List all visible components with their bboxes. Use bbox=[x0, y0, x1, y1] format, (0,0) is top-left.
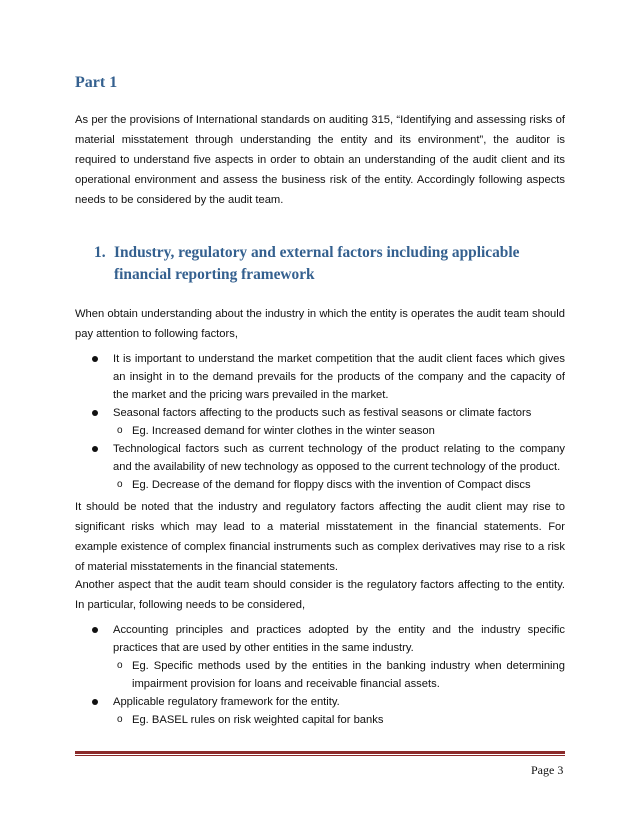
sub-list-item-text: Eg. BASEL rules on risk weighted capital for banks bbox=[132, 714, 384, 726]
industry-factors-list bbox=[75, 350, 565, 494]
sub-bullet-icon: o bbox=[117, 479, 123, 490]
list-item-text: Accounting principles and practices adopted by the entity and the industry specific practices that are used by other entities in the same industry. bbox=[113, 624, 565, 654]
bullet-icon bbox=[92, 410, 98, 416]
list-item bbox=[75, 621, 565, 657]
footer-rule-thick bbox=[75, 751, 565, 754]
regulatory-factors-list bbox=[75, 621, 565, 729]
sub-list-item bbox=[75, 711, 565, 729]
list-item bbox=[75, 350, 565, 404]
section-title: Industry, regulatory and external factors including applicable financial reporting framework bbox=[114, 244, 520, 283]
section-heading bbox=[94, 242, 569, 286]
sub-list-item-text: Eg. Increased demand for winter clothes in the winter season bbox=[132, 425, 435, 437]
note-paragraph: It should be noted that the industry and regulatory factors affecting the audit client may rise to significant risks which may lead to a material misstatement in the financial statements. For example existence of complex financial instruments such as complex derivatives may rise to a risk of material misstatements in the financial statements. bbox=[75, 501, 565, 573]
part-title: Part 1 bbox=[75, 74, 118, 91]
section-number: 1. bbox=[94, 244, 106, 261]
bullet-icon bbox=[92, 356, 98, 362]
sub-list-item bbox=[75, 657, 565, 693]
page-number: Page 3 bbox=[531, 763, 564, 777]
list-item-text: Seasonal factors affecting to the products such as festival seasons or climate factors bbox=[113, 407, 532, 419]
sub-bullet-icon: o bbox=[117, 660, 123, 671]
sub-bullet-icon: o bbox=[117, 425, 123, 436]
bullet-icon bbox=[92, 446, 98, 452]
list-item bbox=[75, 440, 565, 476]
bullet-icon bbox=[92, 627, 98, 633]
sub-list-item-text: Eg. Specific methods used by the entities in the banking industry when determining impairment provision for loans and receivable financial assets. bbox=[132, 660, 565, 690]
intro-paragraph: As per the provisions of International standards on auditing 315, “Identifying and assessing risks of material misstatement through understanding the entity and its environment”, the auditor is required to understand five aspects in order to obtain an understanding of the audit client and its operational environment and assess the business risk of the entity. Accordingly following aspects needs to be considered by the audit team. bbox=[75, 114, 565, 206]
sub-bullet-icon: o bbox=[117, 714, 123, 725]
industry-paragraph: When obtain understanding about the industry in which the entity is operates the audit team should pay attention to following factors, bbox=[75, 308, 565, 340]
list-item-text: It is important to understand the market competition that the audit client faces which gives an insight in to the demand prevails for the products of the company and the capacity of the market and the pricing wars prevailed in the market. bbox=[113, 353, 565, 401]
footer-rule-thin bbox=[75, 755, 565, 756]
sub-list-item bbox=[75, 422, 565, 440]
sub-list-item bbox=[75, 476, 565, 494]
list-item-text: Technological factors such as current technology of the product relating to the company and the availability of new technology as opposed to the current technology of the product. bbox=[113, 443, 565, 473]
list-item-text: Applicable regulatory framework for the entity. bbox=[113, 696, 340, 708]
sub-list-item-text: Eg. Decrease of the demand for floppy discs with the invention of Compact discs bbox=[132, 479, 531, 491]
regulatory-paragraph: Another aspect that the audit team should consider is the regulatory factors affecting to the entity. In particular, following needs to be considered, bbox=[75, 579, 565, 611]
bullet-icon bbox=[92, 699, 98, 705]
list-item bbox=[75, 404, 565, 422]
list-item bbox=[75, 693, 565, 711]
